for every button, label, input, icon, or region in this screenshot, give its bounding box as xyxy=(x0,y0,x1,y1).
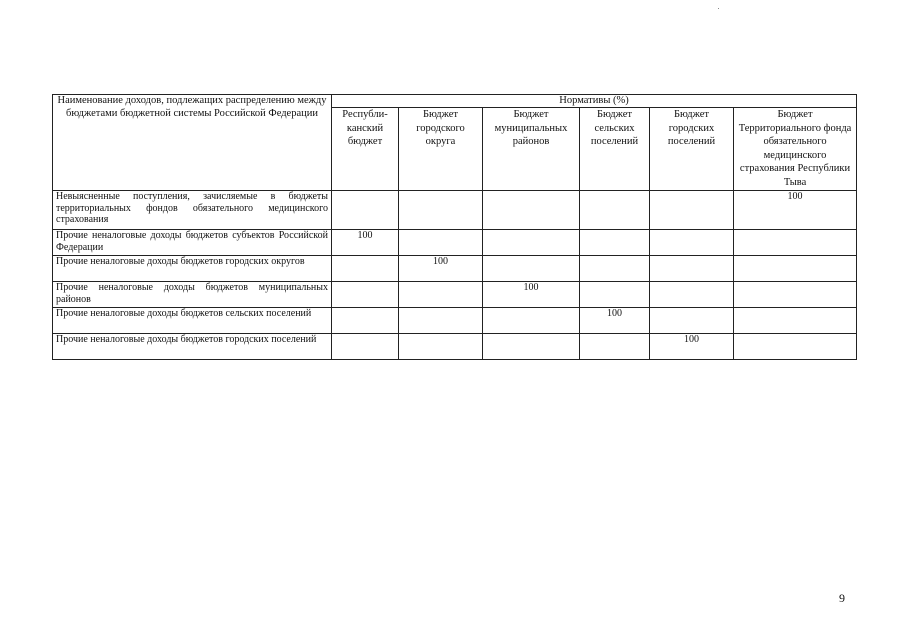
column-header-medical-insurance-fund-budget: Бюджет Территориального фонда обязательного медицинского страхования Республики Тыва xyxy=(734,108,857,191)
table-row xyxy=(53,282,857,308)
column-header-urban-settlements-budget: Бюджет городских поселений xyxy=(650,108,734,191)
revenue-name-cell: Прочие неналоговые доходы бюджетов городских поселений xyxy=(53,334,332,360)
table-row xyxy=(53,191,857,230)
column-header-municipal-districts-budget: Бюджет муниципальных районов xyxy=(483,108,580,191)
value-cell: 100 xyxy=(580,308,650,334)
value-cell xyxy=(734,256,857,282)
value-cell xyxy=(483,191,580,230)
value-cell xyxy=(650,230,734,256)
revenue-name-cell: Прочие неналоговые доходы бюджетов субъектов Российской Федерации xyxy=(53,230,332,256)
value-cell xyxy=(650,282,734,308)
value-cell xyxy=(399,334,483,360)
value-cell xyxy=(580,282,650,308)
normatives-header: Нормативы (%) xyxy=(332,95,857,108)
value-cell: 100 xyxy=(332,230,399,256)
value-cell xyxy=(580,256,650,282)
scan-speck xyxy=(718,8,719,9)
value-cell xyxy=(734,282,857,308)
value-cell xyxy=(650,256,734,282)
value-cell: 100 xyxy=(650,334,734,360)
value-cell xyxy=(332,191,399,230)
table-row xyxy=(53,334,857,360)
value-cell xyxy=(399,230,483,256)
value-cell xyxy=(580,334,650,360)
table-row xyxy=(53,256,857,282)
column-header-republic-budget: Республи-канский бюджет xyxy=(332,108,399,191)
value-cell xyxy=(734,308,857,334)
value-cell xyxy=(734,334,857,360)
revenue-distribution-table xyxy=(52,94,857,360)
value-cell: 100 xyxy=(483,282,580,308)
value-cell xyxy=(332,282,399,308)
table-row xyxy=(53,308,857,334)
value-cell xyxy=(483,308,580,334)
value-cell: 100 xyxy=(734,191,857,230)
value-cell xyxy=(399,308,483,334)
table-row xyxy=(53,230,857,256)
value-cell xyxy=(332,256,399,282)
value-cell xyxy=(580,191,650,230)
value-cell xyxy=(483,256,580,282)
column-header-rural-settlements-budget: Бюджет сельских поселений xyxy=(580,108,650,191)
revenue-name-cell: Прочие неналоговые доходы бюджетов сельских поселений xyxy=(53,308,332,334)
value-cell xyxy=(650,191,734,230)
value-cell xyxy=(332,308,399,334)
value-cell xyxy=(580,230,650,256)
value-cell xyxy=(483,230,580,256)
page-number: 9 xyxy=(839,591,845,605)
revenue-name-header: Наименование доходов, подлежащих распределению между бюджетами бюджетной системы Российской Федерации xyxy=(53,95,332,191)
revenue-name-cell: Прочие неналоговые доходы бюджетов муниципальных районов xyxy=(53,282,332,308)
value-cell xyxy=(399,282,483,308)
header-row-group xyxy=(53,95,857,108)
value-cell xyxy=(650,308,734,334)
value-cell xyxy=(483,334,580,360)
revenue-name-cell: Невыясненные поступления, зачисляемые в бюджеты территориальных фондов обязательного медицинского страхования xyxy=(53,191,332,230)
revenue-name-cell: Прочие неналоговые доходы бюджетов городских округов xyxy=(53,256,332,282)
value-cell xyxy=(332,334,399,360)
value-cell xyxy=(399,191,483,230)
column-header-city-district-budget: Бюджет городского округа xyxy=(399,108,483,191)
value-cell: 100 xyxy=(399,256,483,282)
value-cell xyxy=(734,230,857,256)
